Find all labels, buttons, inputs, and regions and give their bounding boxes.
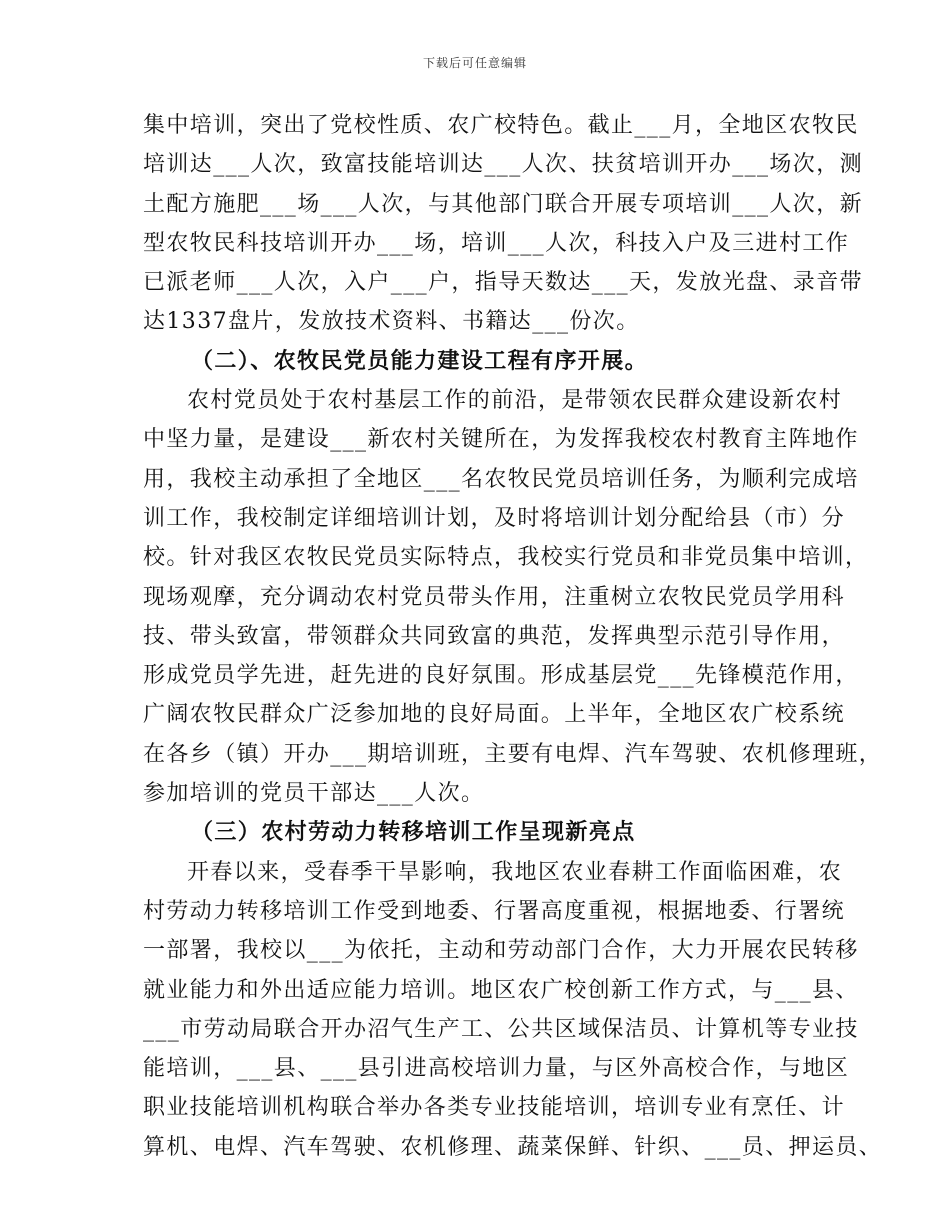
- section-heading: （三）农村劳动力转移培训工作呈现新亮点: [191, 819, 636, 846]
- paragraph-line: 中坚力量，是建设___新农村关键所在，为发挥我校农村教育主阵地作: [143, 427, 859, 453]
- paragraph-line: 校。针对我区农牧民党员实际特点，我校实行党员和非党员集中培训，: [143, 545, 869, 571]
- paragraph-line: ___市劳动局联合开办沼气生产工、公共区域保洁员、计算机等专业技: [143, 1016, 859, 1042]
- paragraph-line: 用，我校主动承担了全地区___名农牧民党员培训任务，为顺利完成培: [143, 466, 859, 492]
- paragraph-line: 已派老师___人次，入户___户，指导天数达___天，发放光盘、录音带: [143, 270, 864, 296]
- paragraph-line: 职业技能培训机构联合举办各类专业技能培训，培训专业有烹任、计: [143, 1095, 846, 1121]
- paragraph-line: 开春以来，受春季干旱影响，我地区农业春耕工作面临困难，农: [187, 859, 843, 885]
- paragraph-line: 在各乡（镇）开办___期培训班，主要有电焊、汽车驾驶、农机修理班，: [143, 741, 883, 767]
- paragraph-line: 一部署，我校以___为依托，主动和劳动部门合作，大力开展农民转移: [143, 938, 859, 964]
- paragraph-line: 土配方施肥___场___人次，与其他部门联合开展专项培训___人次，新: [143, 191, 864, 217]
- paragraph-line: 形成党员学先进，赶先进的良好氛围。形成基层党___先锋模范作用，: [143, 663, 859, 689]
- paragraph-line: 型农牧民科技培训开办___场，培训___人次，科技入户及三进村工作: [143, 230, 850, 256]
- paragraph-line: 训工作，我校制定详细培训计划，及时将培训计划分配给县（市）分: [143, 505, 846, 531]
- paragraph-line: 广阔农牧民群众广泛参加地的良好局面。上半年，全地区农广校系统: [143, 702, 846, 728]
- paragraph-line: 集中培训，突出了党校性质、农广校特色。截止___月，全地区农牧民: [143, 113, 859, 138]
- paragraph-line: 村劳动力转移培训工作受到地委、行署高度重视，根据地委、行署统: [143, 898, 846, 924]
- paragraph-line: 能培训，___县、___县引进高校培训力量，与区外高校合作，与地区: [143, 1056, 850, 1082]
- page-header: 下载后可任意编辑: [422, 56, 527, 70]
- paragraph-line: 就业能力和外出适应能力培训。地区农广校创新工作方式，与___县、: [143, 977, 859, 1003]
- paragraph-line: 农村党员处于农村基层工作的前沿，是带领农民群众建设新农村: [187, 388, 843, 414]
- paragraph-line: 参加培训的党员干部达___人次。: [143, 781, 485, 807]
- document-body: [143, 106, 883, 1167]
- paragraph-line: 技、带头致富，带领群众共同致富的典范，发挥典型示范引导作用，: [143, 623, 846, 649]
- paragraph-line: 达1337盘片，发放技术资料、书籍达___份次。: [143, 309, 640, 335]
- paragraph-line: 算机、电焊、汽车驾驶、农机修理、蔬菜保鲜、针织、___员、押运员、: [143, 1134, 883, 1160]
- section-heading: （二）、农牧民党员能力建设工程有序开展。: [191, 347, 649, 374]
- paragraph-line: 现场观摩，充分调动农村党员带头作用，注重树立农牧民党员学用科: [143, 584, 846, 610]
- paragraph-line: 培训达___人次，致富技能培训达___人次、扶贫培训开办___场次，测: [143, 152, 864, 178]
